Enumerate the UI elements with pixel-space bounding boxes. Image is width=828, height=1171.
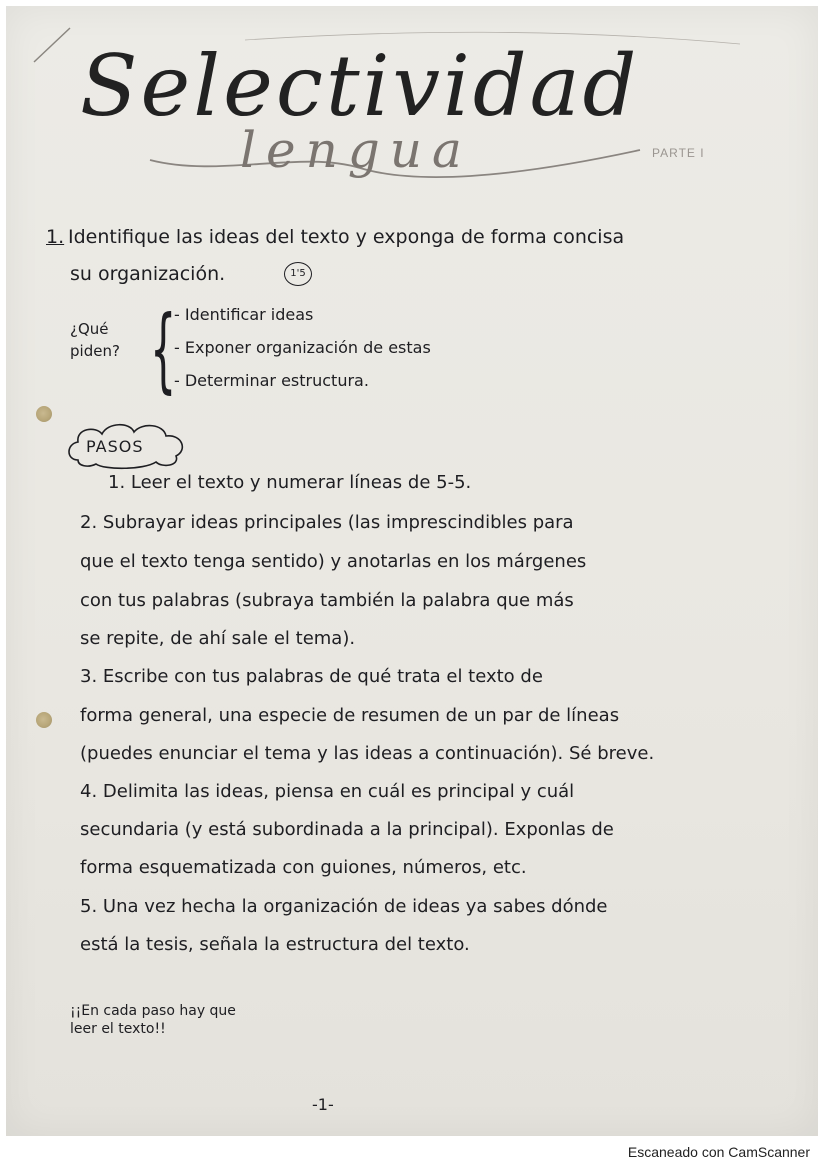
step-line: está la tesis, señala la estructura del texto. (80, 934, 470, 955)
step-line: 2. Subrayar ideas principales (las imprescindibles para (80, 512, 574, 533)
footnote: ¡¡En cada paso hay que leer el texto!! (70, 1003, 236, 1037)
scanner-watermark: Escaneado con CamScanner (627, 1144, 810, 1160)
score-badge: 1'5 (284, 262, 312, 286)
step-line: se repite, de ahí sale el tema). (80, 628, 356, 649)
requirement-item: - Identificar ideas (174, 305, 314, 324)
step-line: 1. Leer el texto y numerar líneas de 5-5. (108, 472, 472, 493)
step-line: con tus palabras (subraya también la palabra que más (80, 590, 574, 611)
step-line: forma esquematizada con guiones, números, etc. (80, 857, 527, 878)
curly-brace-icon: { (150, 296, 177, 403)
step-line: secundaria (y está subordinada a la principal). Exponlas de (80, 819, 614, 840)
page-title: Selectividad (80, 37, 640, 135)
question-number: 1. (46, 226, 65, 248)
step-line: 4. Delimita las ideas, piensa en cuál es principal y cuál (80, 781, 575, 802)
steps-heading: PASOS (86, 437, 144, 456)
binder-hole (36, 712, 52, 728)
requirement-item: - Exponer organización de estas (174, 338, 431, 357)
requirement-item: - Determinar estructura. (174, 371, 369, 390)
binder-hole (36, 406, 52, 422)
step-line: 5. Una vez hecha la organización de ideas ya sabes dónde (80, 896, 608, 917)
step-line: que el texto tenga sentido) y anotarlas en los márgenes (80, 551, 587, 572)
question-text-line-1: Identifique las ideas del texto y exponga de forma concisa (68, 226, 625, 248)
part-label: PARTE I (652, 146, 705, 160)
what-asked-label: ¿Qué piden? (70, 320, 120, 360)
step-line: 3. Escribe con tus palabras de qué trata el texto de (80, 666, 543, 687)
page-number: -1- (312, 1095, 334, 1114)
step-line: (puedes enunciar el tema y las ideas a continuación). Sé breve. (80, 743, 655, 764)
question-text-line-2: su organización. (70, 263, 226, 285)
step-line: forma general, una especie de resumen de un par de líneas (80, 705, 620, 726)
page-subtitle: lengua (240, 121, 472, 179)
